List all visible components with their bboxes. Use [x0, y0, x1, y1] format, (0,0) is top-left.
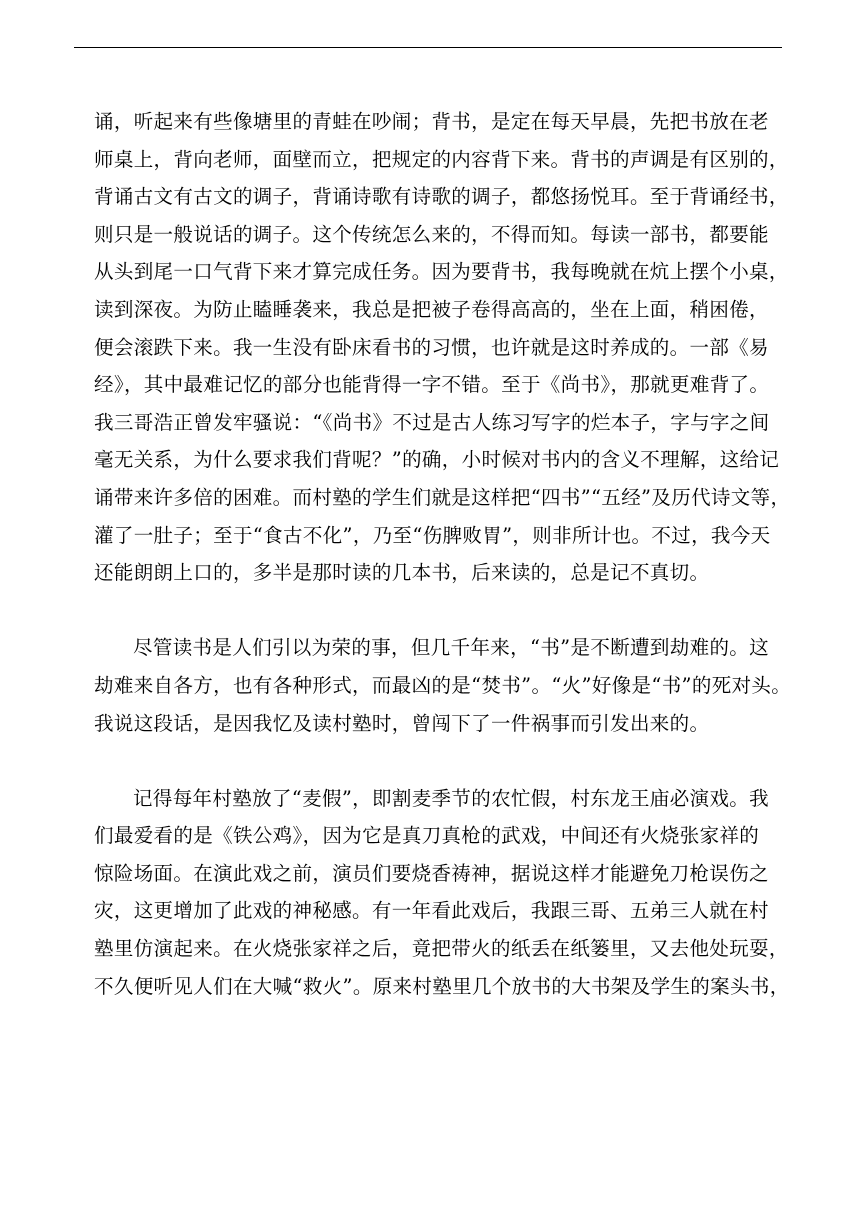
- text-line: 灌了一肚子；至于“食古不化”，乃至“伤脾败胃”，则非所计也。不过，我今天: [94, 523, 771, 547]
- paragraph: [94, 629, 792, 742]
- paragraph-spacing: [94, 742, 784, 780]
- text-line: 不久便听见人们在大喊“救火”。原来村塾里几个放书的大书架及学生的案头书，: [94, 974, 790, 998]
- paragraph: [94, 103, 791, 592]
- text-line: 塾里仿演起来。在火烧张家祥之后，竟把带火的纸丢在纸篓里，又去他处玩耍，: [94, 937, 789, 961]
- text-line: 们最爱看的是《铁公鸡》，因为它是真刀真枪的武戏，中间还有火烧张家祥的: [94, 824, 760, 848]
- text-line: 师桌上，背向老师，面壁而立，把规定的内容背下来。背书的声调是有区别的，: [94, 147, 789, 171]
- text-line: 诵，听起来有些像塘里的青蛙在吵闹；背书，是定在每天早晨，先把书放在老: [94, 110, 769, 133]
- body-text: [94, 103, 792, 1005]
- header-rule: [74, 47, 782, 48]
- text-line: 经》，其中最难记忆的部分也能背得一字不错。至于《尚书》，那就更难背了。: [94, 373, 770, 397]
- text-line: 我说这段话，是因我忆及读村塾时，曾闯下了一件祸事而引发出来的。: [94, 711, 710, 735]
- text-line: 灾，这更增加了此戏的神秘感。有一年看此戏后，我跟三哥、五弟三人就在村: [94, 899, 769, 923]
- text-line: 还能朗朗上口的，多半是那时读的几本书，后来读的，总是记不真切。: [94, 561, 710, 585]
- text-line: 背诵古文有古文的调子，背诵诗歌有诗歌的调子，都悠扬悦耳。至于背诵经书，: [94, 185, 789, 209]
- text-line: 读到深夜。为防止瞌睡袭来，我总是把被子卷得高高的，坐在上面，稍困倦，: [94, 297, 769, 321]
- text-line: 从头到尾一口气背下来才算完成任务。因为要背书，我每晚就在炕上摆个小桌，: [94, 260, 789, 284]
- text-line: 毫无关系，为什么要求我们背呢？”的确，小时候对书内的含义不理解，这给记: [94, 448, 780, 472]
- paragraph: [94, 780, 790, 1006]
- text-line: 尽管读书是人们引以为荣的事，但几千年来，“书”是不断遭到劫难的。这: [133, 636, 769, 660]
- text-line: 便会滚跌下来。我一生没有卧床看书的习惯，也许就是这时养成的。一部《易: [94, 335, 769, 359]
- text-line: 我三哥浩正曾发牢骚说：“《尚书》不过是古人练习写字的烂本子，字与字之间: [94, 410, 770, 434]
- text-line: 记得每年村塾放了“麦假”，即割麦季节的农忙假，村东龙王庙必演戏。我: [133, 786, 769, 810]
- text-line: 惊险场面。在演此戏之前，演员们要烧香祷神，据说这样才能避免刀枪误伤之: [94, 861, 769, 885]
- text-line: 劫难来自各方，也有各种形式，而最凶的是“焚书”。“火”好像是“书”的死对头。: [94, 673, 792, 697]
- text-line: 则只是一般说话的调子。这个传统怎么来的，不得而知。每读一部书，都要能: [94, 222, 769, 246]
- text-line: 诵带来许多倍的困难。而村塾的学生们就是这样把“四书”“五经”及历代诗文等，: [94, 485, 791, 509]
- paragraph-spacing: [94, 592, 784, 630]
